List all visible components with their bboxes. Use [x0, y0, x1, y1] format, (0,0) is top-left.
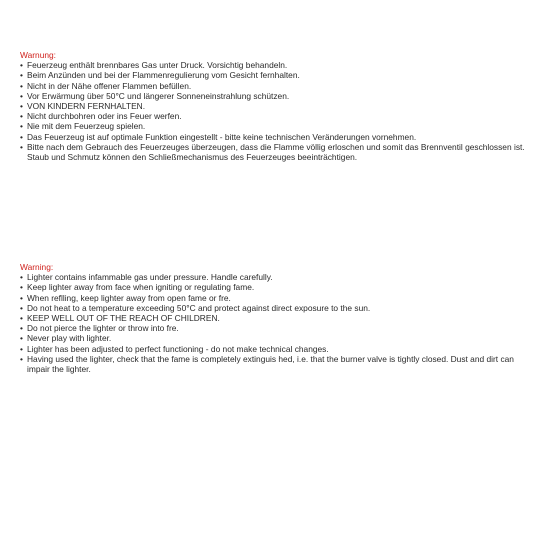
english-warning-item: • Do not pierce the lighter or throw into fre.	[20, 323, 525, 333]
english-warning-item: • Do not heat to a temperature exceeding 50°C and protect against direct exposure to the sun.	[20, 303, 525, 313]
german-warning-item: • Das Feuerzeug ist auf optimale Funktion eingestellt - bitte keine technischen Veränderungen vornehmen.	[20, 132, 525, 142]
german-warning-list	[20, 60, 525, 162]
german-warning-item: • Beim Anzünden und bei der Flammenregulierung vom Gesicht fernhalten.	[20, 70, 525, 80]
english-warning-item: • Keep lighter away from face when igniting or regulating fame.	[20, 282, 525, 292]
english-warning-section	[20, 262, 525, 374]
english-warning-item: • Lighter contains infammable gas under pressure. Handle carefully.	[20, 272, 525, 282]
german-warning-item: • Feuerzeug enthält brennbares Gas unter Druck. Vorsichtig behandeln.	[20, 60, 525, 70]
english-warning-item: • Lighter has been adjusted to perfect functioning - do not make technical changes.	[20, 344, 525, 354]
german-warning-item: • VON KINDERN FERNHALTEN.	[20, 101, 525, 111]
german-warning-item: • Bitte nach dem Gebrauch des Feuerzeuges überzeugen, dass die Flamme völlig erloschen und somit das Brennventil geschlossen ist. Staub und Schmutz können den Schließmechanismus des Feuerzeuges beeinträchtigen.	[20, 142, 525, 162]
german-warning-item: • Nicht durchbohren oder ins Feuer werfen.	[20, 111, 525, 121]
english-warning-item: • Never play with lighter.	[20, 333, 525, 343]
german-warning-section	[20, 50, 525, 162]
english-warning-heading: Warning:	[20, 262, 54, 272]
german-warning-heading: Warnung:	[20, 50, 56, 60]
german-warning-item: • Vor Erwärmung über 50°C und längerer Sonneneinstrahlung schützen.	[20, 91, 525, 101]
english-warning-item: • When reflling, keep lighter away from open fame or fre.	[20, 293, 525, 303]
english-warning-list	[20, 272, 525, 374]
english-warning-item: • Having used the lighter, check that the fame is completely extinguis hed, i.e. that the burner valve is tightly closed. Dust and dirt can impair the lighter.	[20, 354, 525, 374]
german-warning-item: • Nie mit dem Feuerzeug spielen.	[20, 121, 525, 131]
english-warning-item: • KEEP WELL OUT OF THE REACH OF CHILDREN.	[20, 313, 525, 323]
german-warning-item: • Nicht in der Nähe offener Flammen befüllen.	[20, 81, 525, 91]
